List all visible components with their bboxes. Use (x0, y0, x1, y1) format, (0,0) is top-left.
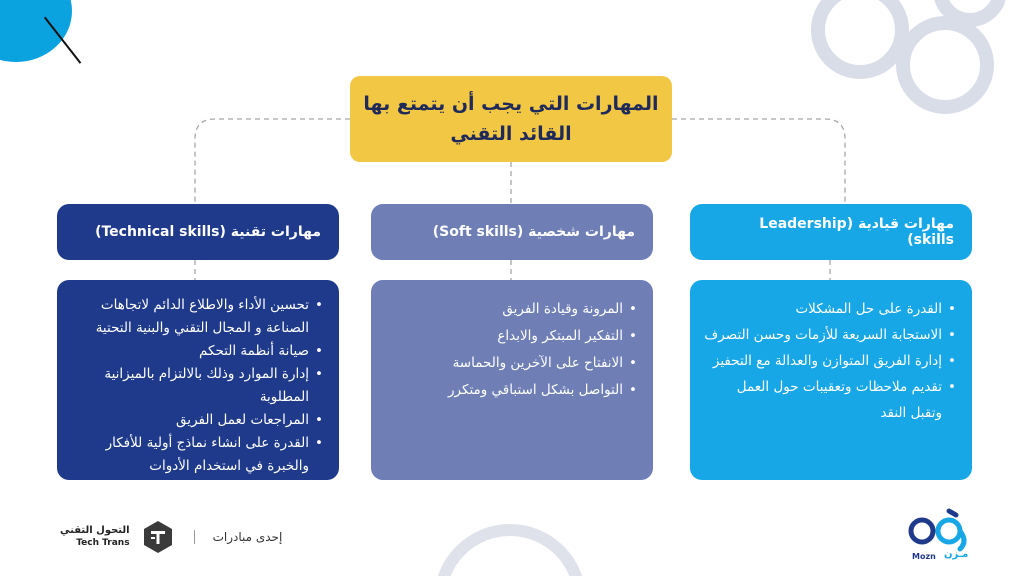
soft-skills-title: مهارات شخصية (Soft skills) (432, 224, 635, 240)
technical-skills-header (57, 204, 339, 260)
tech-trans-logo-icon (140, 519, 176, 555)
decorative-circle (0, 0, 72, 62)
footer-divider (194, 530, 195, 544)
tech-trans-logo-text (60, 525, 130, 549)
leadership-skills-header (690, 204, 972, 260)
tech-trans-ar: التحول التقني (60, 525, 130, 536)
mozn-ar: مـزن (944, 549, 969, 560)
leadership-skills-title: مهارات قيادية (Leadership skills) (759, 216, 954, 248)
list-item: • إدارة الفريق المتوازن والعدالة مع التحفيز (702, 348, 956, 374)
soft-skills-header (371, 204, 653, 260)
list-item: • الاستجابة السريعة للأزمات وحسن التصرف (702, 322, 956, 348)
list-item: • المرونة وقيادة الفريق (383, 296, 637, 323)
list-item: • تقديم ملاحظات وتعقيبات حول العمل وتقبل النقد (702, 374, 956, 426)
list-item: • القدرة على حل المشكلات (702, 296, 956, 322)
list-item: • إدارة الموارد وذلك بالالتزام بالميزانية المطلوبة (69, 363, 323, 409)
list-item: • المراجعات لعمل الفريق (69, 409, 323, 432)
technical-skills-title: مهارات تقنية (Technical skills) (95, 224, 321, 240)
footer-initiative (60, 517, 282, 557)
leadership-skills-list (690, 280, 972, 480)
list-item: • صيانة أنظمة التحكم (69, 340, 323, 363)
title-line-1: المهارات التي يجب أن يتمتع بها (363, 93, 659, 115)
mozn-en: Mozn (912, 552, 936, 561)
list-item: • القدرة على انشاء نماذج أولية للأفكار والخبرة في استخدام الأدوات (69, 432, 323, 478)
decorative-arc (420, 510, 600, 576)
soft-skills-list (371, 280, 653, 480)
list-item: • التواصل بشكل استباقي ومتكرر (383, 377, 637, 404)
technical-skills-list (57, 280, 339, 480)
list-item: • التفكير المبتكر والابداع (383, 323, 637, 350)
decorative-rings (770, 0, 1024, 120)
list-item: • الانفتاح على الآخرين والحماسة (383, 350, 637, 377)
tech-trans-en: Tech Trans (76, 538, 130, 548)
title-box (350, 76, 672, 162)
title-line-2: القائد التقني (450, 123, 572, 145)
initiative-label: إحدى مبادرات (212, 530, 283, 544)
list-item: • تحسين الأداء والاطلاع الدائم لاتجاهات الصناعة و المجال التقني والبنية التحتية (69, 294, 323, 340)
